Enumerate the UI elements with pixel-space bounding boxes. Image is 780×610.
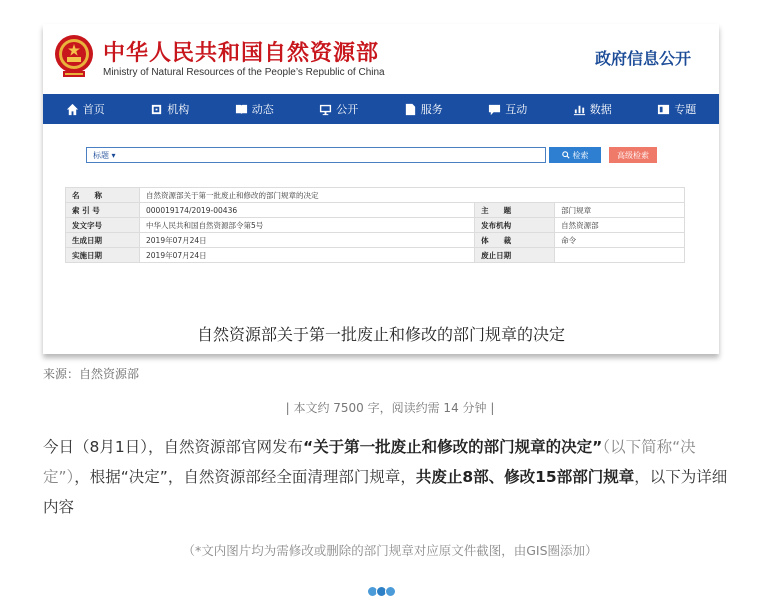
meta-value [555, 248, 685, 263]
book-icon [235, 103, 248, 116]
main-nav [43, 94, 719, 124]
nav-item-label: 专题 [674, 103, 697, 116]
search-input[interactable] [86, 147, 546, 163]
meta-value: 部门规章 [555, 203, 685, 218]
nav-item-label: 互动 [505, 103, 528, 116]
meta-value: 自然资源部关于第一批废止和修改的部门规章的决定 [140, 188, 685, 203]
image-note: （*文内图片均为需修改或删除的部门规章对应原文件截图，由GIS圈添加） [182, 543, 598, 558]
meta-label: 名 称 [66, 188, 140, 203]
document-title: 自然资源部关于第一批废止和修改的部门规章的决定 [196, 325, 565, 344]
meta-value: 自然资源部 [555, 218, 685, 233]
site-name: 中华人民共和国自然资源部 [103, 41, 380, 66]
nav-item-org[interactable] [128, 94, 213, 124]
meta-value: 000019174/2019-00436 [140, 203, 475, 218]
nav-item-label: 公开 [336, 103, 359, 116]
search-button[interactable] [549, 147, 601, 163]
nav-item-topic[interactable] [635, 94, 720, 124]
meta-label: 发布机构 [475, 218, 555, 233]
chat-icon [488, 103, 501, 116]
nav-item-data[interactable] [550, 94, 635, 124]
nav-item-label: 数据 [589, 103, 612, 116]
para-text: 今日（8月1日），自然资源部官网发布 [43, 438, 303, 456]
portal-title: 政府信息公开 [594, 49, 691, 68]
nav-item-service[interactable] [381, 94, 466, 124]
nav-item-label: 服务 [420, 103, 443, 116]
document-icon [404, 103, 417, 116]
home-icon [66, 103, 79, 116]
article-paragraph [43, 432, 733, 522]
nav-item-label: 首页 [82, 103, 105, 116]
site-header [43, 24, 719, 90]
reading-time: | 本文约 7500 字，阅读约需 14 分钟 | [285, 401, 495, 415]
end-dots-decoration [367, 586, 394, 597]
dot [385, 586, 396, 597]
meta-label: 实施日期 [66, 248, 140, 263]
para-bold-count: 共废止8部、修改15部部门规章 [415, 468, 635, 486]
meta-label: 废止日期 [475, 248, 555, 263]
meta-value: 命令 [555, 233, 685, 248]
nav-item-interact[interactable] [466, 94, 551, 124]
search-button-label: 检索 [572, 150, 589, 160]
meta-label: 主 题 [475, 203, 555, 218]
screen-icon [319, 103, 332, 116]
search-scope-select[interactable]: 标题 ▾ [93, 150, 116, 160]
meta-label: 索 引 号 [66, 203, 140, 218]
para-note: （以下简称“决定”） [43, 438, 696, 486]
bar-chart-icon [573, 103, 586, 116]
article-source: 来源：自然资源部 [43, 367, 140, 381]
nav-item-label: 动态 [251, 103, 274, 116]
search-icon [562, 151, 570, 159]
advanced-search-button[interactable]: 高级检索 [609, 147, 657, 163]
document-metadata-table [65, 187, 685, 263]
nav-item-label: 机构 [167, 103, 190, 116]
para-bold-title: “关于第一批废止和修改的部门规章的决定” [302, 438, 603, 456]
national-emblem-icon [53, 33, 95, 79]
meta-label: 生成日期 [66, 233, 140, 248]
meta-label: 发文字号 [66, 218, 140, 233]
meta-value: 2019年07月24日 [140, 233, 475, 248]
meta-value: 中华人民共和国自然资源部令第5号 [140, 218, 475, 233]
meta-label: 体 裁 [475, 233, 555, 248]
para-text: ，以下为详细内容 [43, 468, 728, 516]
topic-icon [657, 103, 670, 116]
org-icon [150, 103, 163, 116]
para-text: ，根据“决定”，自然资源部经全面清理部门规章， [74, 468, 416, 486]
nav-item-news[interactable] [212, 94, 297, 124]
embedded-screenshot [43, 24, 719, 354]
meta-value: 2019年07月24日 [140, 248, 475, 263]
site-name-english: Ministry of Natural Resources of the People’s Republic of China [103, 67, 385, 78]
nav-item-home[interactable] [43, 94, 128, 124]
nav-item-public[interactable] [297, 94, 382, 124]
